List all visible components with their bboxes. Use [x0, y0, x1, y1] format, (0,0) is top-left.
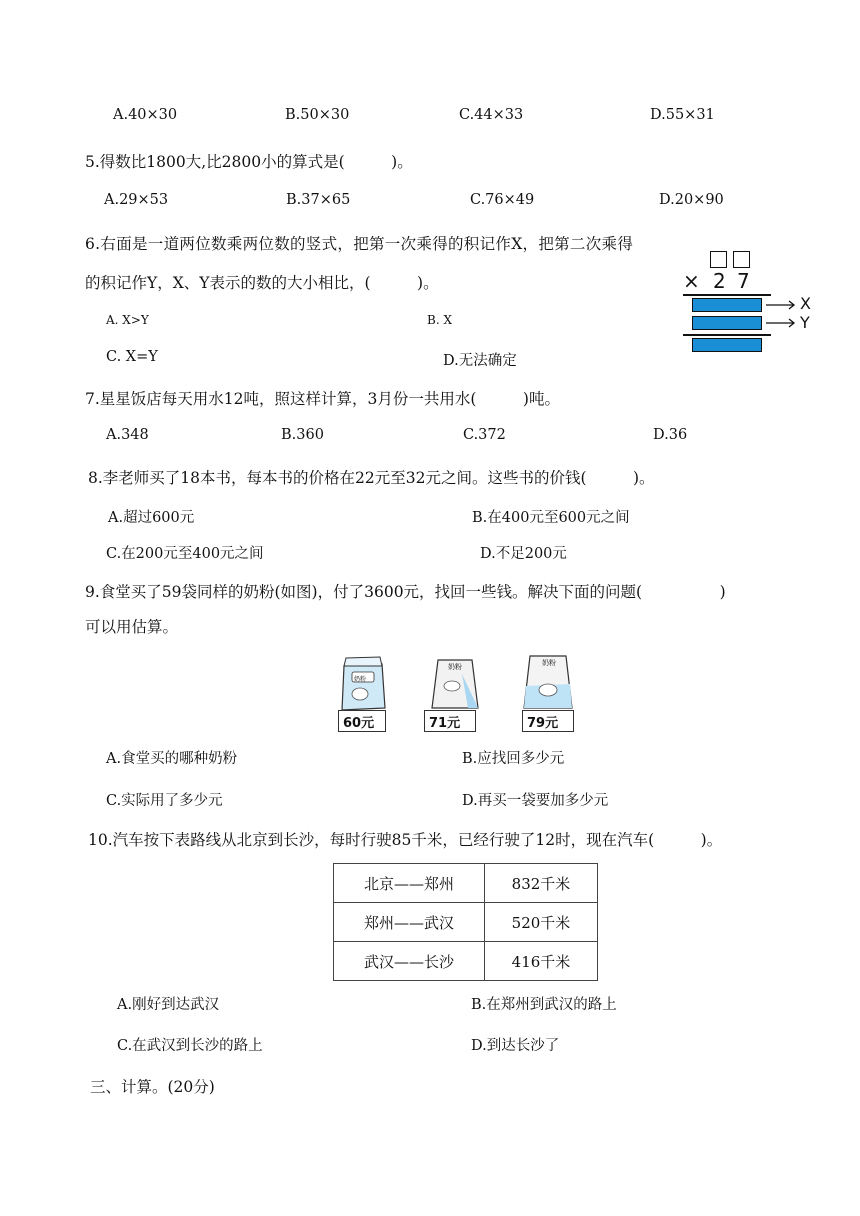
multiply-sign: ×: [683, 269, 700, 293]
q5-option-c[interactable]: C.76×49: [470, 192, 535, 208]
q9-option-c[interactable]: C.实际用了多少元: [106, 793, 223, 809]
q9-option-a[interactable]: A.食堂买的哪种奶粉: [106, 751, 238, 767]
q7-option-d[interactable]: D.36: [653, 427, 688, 443]
table-row: [334, 942, 598, 981]
digit-box-tens: [710, 251, 727, 268]
price-tag: [424, 710, 476, 732]
price-tag: [338, 710, 386, 732]
milk-product-2: [428, 654, 482, 731]
q10-option-c[interactable]: C.在武汉到长沙的路上: [117, 1038, 263, 1054]
section-3-heading: 三、计算。(20分): [90, 1078, 215, 1096]
q9-option-d[interactable]: D.再买一袋要加多少元: [462, 793, 609, 809]
milk-bag-icon: [338, 654, 388, 712]
q9-stem-line2: 可以用估算。: [85, 618, 179, 636]
price-label: 71元: [429, 716, 461, 731]
q5-option-d[interactable]: D.20×90: [659, 192, 724, 208]
q5-stem: 5.得数比1800大,比2800小的算式是( )。: [85, 153, 413, 171]
table-row: [334, 903, 598, 942]
route-cell: 武汉——长沙: [334, 942, 485, 981]
q6-stem-line2: 的积记作Y，X、Y表示的数的大小相比，( )。: [85, 274, 439, 292]
milk-product-1: [338, 654, 388, 731]
figure-rule-bottom: [683, 334, 771, 336]
q10-option-b[interactable]: B.在郑州到武汉的路上: [471, 997, 617, 1013]
milk-bag-label: 奶粉: [448, 663, 462, 671]
table-row: [334, 864, 598, 903]
q6-option-a[interactable]: A. X>Y: [106, 313, 149, 327]
partial-product-y-bar: [692, 316, 762, 330]
price-label: 79元: [527, 716, 559, 731]
q5-option-a[interactable]: A.29×53: [104, 192, 169, 208]
product-bar: [692, 338, 762, 352]
q9-option-b[interactable]: B.应找回多少元: [462, 751, 565, 767]
q4-option-a[interactable]: A.40×30: [113, 107, 178, 123]
q6-option-c[interactable]: C. X=Y: [106, 349, 158, 365]
label-y: Y: [800, 313, 810, 332]
price-label: 60元: [343, 716, 375, 731]
q7-stem: 7.星星饭店每天用水12吨，照这样计算，3月份一共用水( )吨。: [85, 390, 560, 408]
q7-option-b[interactable]: B.360: [281, 427, 324, 443]
route-table: [333, 863, 598, 981]
q4-option-b[interactable]: B.50×30: [285, 107, 350, 123]
q9-stem-line1: 9.食堂买了59袋同样的奶粉(如图)，付了3600元，找回一些钱。解决下面的问题( ): [85, 583, 726, 601]
q8-option-b[interactable]: B.在400元至600元之间: [472, 510, 630, 526]
q6-option-b[interactable]: B. X: [427, 313, 452, 327]
distance-cell: 416千米: [485, 942, 598, 981]
q8-stem: 8.李老师买了18本书，每本书的价格在22元至32元之间。这些书的价钱( )。: [88, 469, 655, 487]
multiplier-digit-ones: 7: [737, 269, 750, 293]
q10-option-d[interactable]: D.到达长沙了: [471, 1038, 560, 1054]
q10-option-a[interactable]: A.刚好到达武汉: [117, 997, 220, 1013]
distance-cell: 832千米: [485, 864, 598, 903]
q5-option-b[interactable]: B.37×65: [286, 192, 351, 208]
q7-option-a[interactable]: A.348: [106, 427, 149, 443]
q7-option-c[interactable]: C.372: [463, 427, 506, 443]
figure-rule-top: [683, 294, 771, 296]
q4-option-d[interactable]: D.55×31: [650, 107, 715, 123]
q8-option-c[interactable]: C.在200元至400元之间: [106, 546, 264, 562]
partial-product-x-bar: [692, 298, 762, 312]
q8-option-d[interactable]: D.不足200元: [480, 546, 567, 562]
digit-box-ones: [733, 251, 750, 268]
q10-stem: 10.汽车按下表路线从北京到长沙，每时行驶85千米，已经行驶了12时，现在汽车( )。: [88, 831, 723, 849]
q6-stem-line1: 6.右面是一道两位数乘两位数的竖式，把第一次乘得的积记作X，把第二次乘得: [85, 235, 634, 253]
route-cell: 北京——郑州: [334, 864, 485, 903]
multiplier-digit-tens: 2: [713, 269, 726, 293]
route-cell: 郑州——武汉: [334, 903, 485, 942]
q8-option-a[interactable]: A.超过600元: [108, 510, 195, 526]
q4-option-c[interactable]: C.44×33: [459, 107, 524, 123]
milk-bag-label: 奶粉: [354, 676, 367, 683]
q6-option-d[interactable]: D.无法确定: [443, 353, 517, 369]
milk-bag-label: 奶粉: [542, 659, 556, 667]
label-x: X: [800, 294, 811, 313]
distance-cell: 520千米: [485, 903, 598, 942]
price-tag: [522, 710, 574, 732]
arrow-icons: [764, 296, 800, 332]
milk-product-3: [520, 650, 576, 731]
